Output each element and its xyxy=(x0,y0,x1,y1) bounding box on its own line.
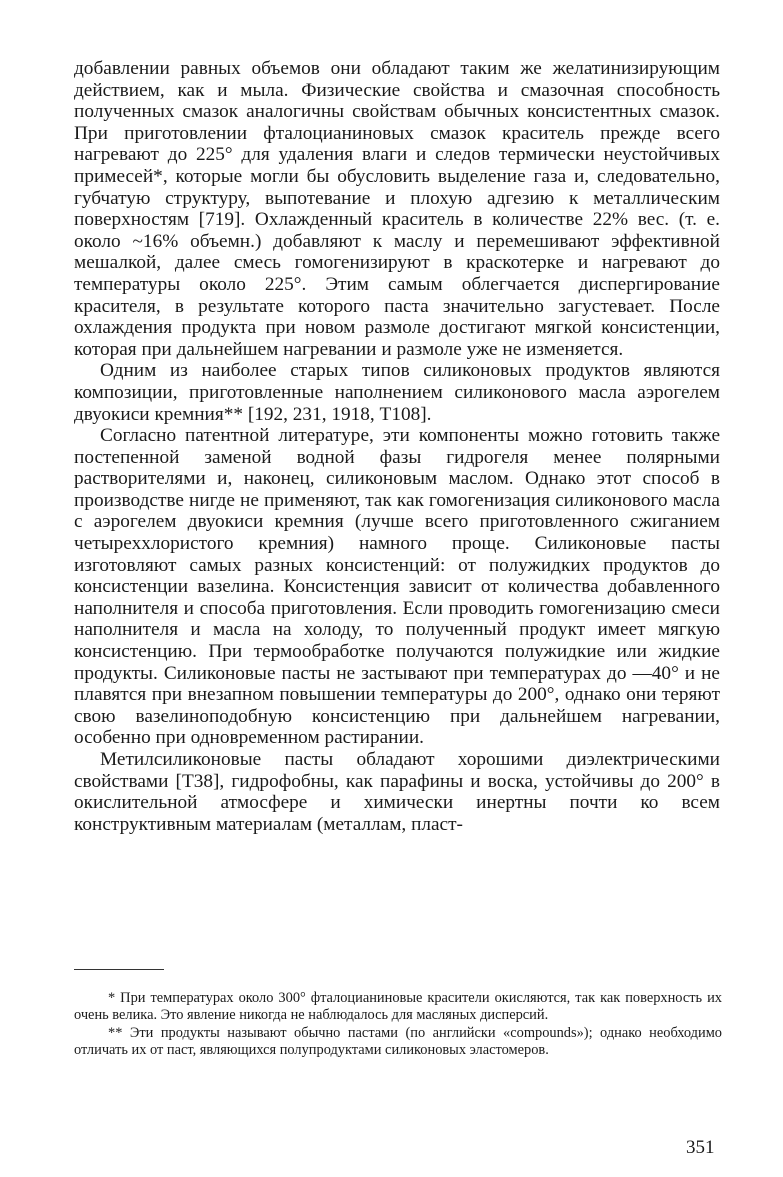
footnote-separator xyxy=(74,969,164,970)
main-text xyxy=(74,58,720,835)
paragraph-4: Метилсиликоновые пасты обладают хорошими диэлектрическими свойствами [T38], гидрофобны, как парафины и воска, устойчивы до 200° в окислительной атмосфере и химически инертны почти ко всем конструктивным материалам (металлам, пласт- xyxy=(74,749,720,835)
page-number: 351 xyxy=(686,1137,715,1158)
footnote-2: ** Эти продукты называют обычно пастами (по английски «compounds»); однако необходимо отличать их от паст, являющихся полупродуктами силиконовых эластомеров. xyxy=(74,1024,722,1059)
paragraph-2: Одним из наиболее старых типов силиконовых продуктов являются композиции, приготовленные наполнением силиконового масла аэрогелем двуокиси кремния** [192, 231, 1918, T108]. xyxy=(74,360,720,425)
footnotes xyxy=(74,990,722,1060)
paragraph-3: Согласно патентной литературе, эти компоненты можно готовить также постепенной заменой водной фазы гидрогеля менее полярными растворителями и, наконец, силиконовым маслом. Однако этот способ в производстве нигде не применяют, так как гомогенизация силиконового масла с аэрогелем двуокиси кремния (лучше всего приготовленного сжиганием четыреххлористого кремния) намного проще. Силиконовые пасты изготовляют самых разных консистенций: от полужидких продуктов до консистенции вазелина. Консистенция зависит от количества добавленного наполнителя и способа приготовления. Если проводить гомогенизацию смеси наполнителя и масла на холоду, то полученный продукт имеет мягкую консистенцию. При термообработке получаются полужидкие или жидкие продукты. Силиконовые пасты не застывают при температурах до —40° и не плавятся при внезапном повышении температуры до 200°, однако они теряют свою вазелиноподобную консистенцию при дальнейшем нагревании, особенно при одновременном растирании. xyxy=(74,425,720,749)
footnote-1: * При температурах около 300° фталоцианиновые красители окисляются, так как поверхность их очень велика. Это явление никогда не наблюдалось для масляных дисперсий. xyxy=(74,990,722,1024)
paragraph-1: добавлении равных объемов они обладают таким же желатинизирующим действием, как и мыла. Физические свойства и смазочная способность полученных смазок аналогичны свойствам обычных консистентных смазок. При приготовлении фталоцианиновых смазок краситель прежде всего нагревают до 225° для удаления влаги и следов термически неустойчивых примесей*, которые могли бы обусловить выделение газа и, следовательно, губчатую структуру, выпотевание и плохую адгезию к металлическим поверхностям [719]. Охлажденный краситель в количестве 22% вес. (т. е. около ~16% объемн.) добавляют к маслу и перемешивают эффективной мешалкой, далее смесь гомогенизируют в краскотерке и нагревают до температуры около 225°. Этим самым облегчается диспергирование красителя, в результате которого паста значительно загустевает. После охлаждения продукта при новом размоле достигают мягкой консистенции, которая при дальнейшем нагревании и размоле уже не изменяется. xyxy=(74,58,720,360)
